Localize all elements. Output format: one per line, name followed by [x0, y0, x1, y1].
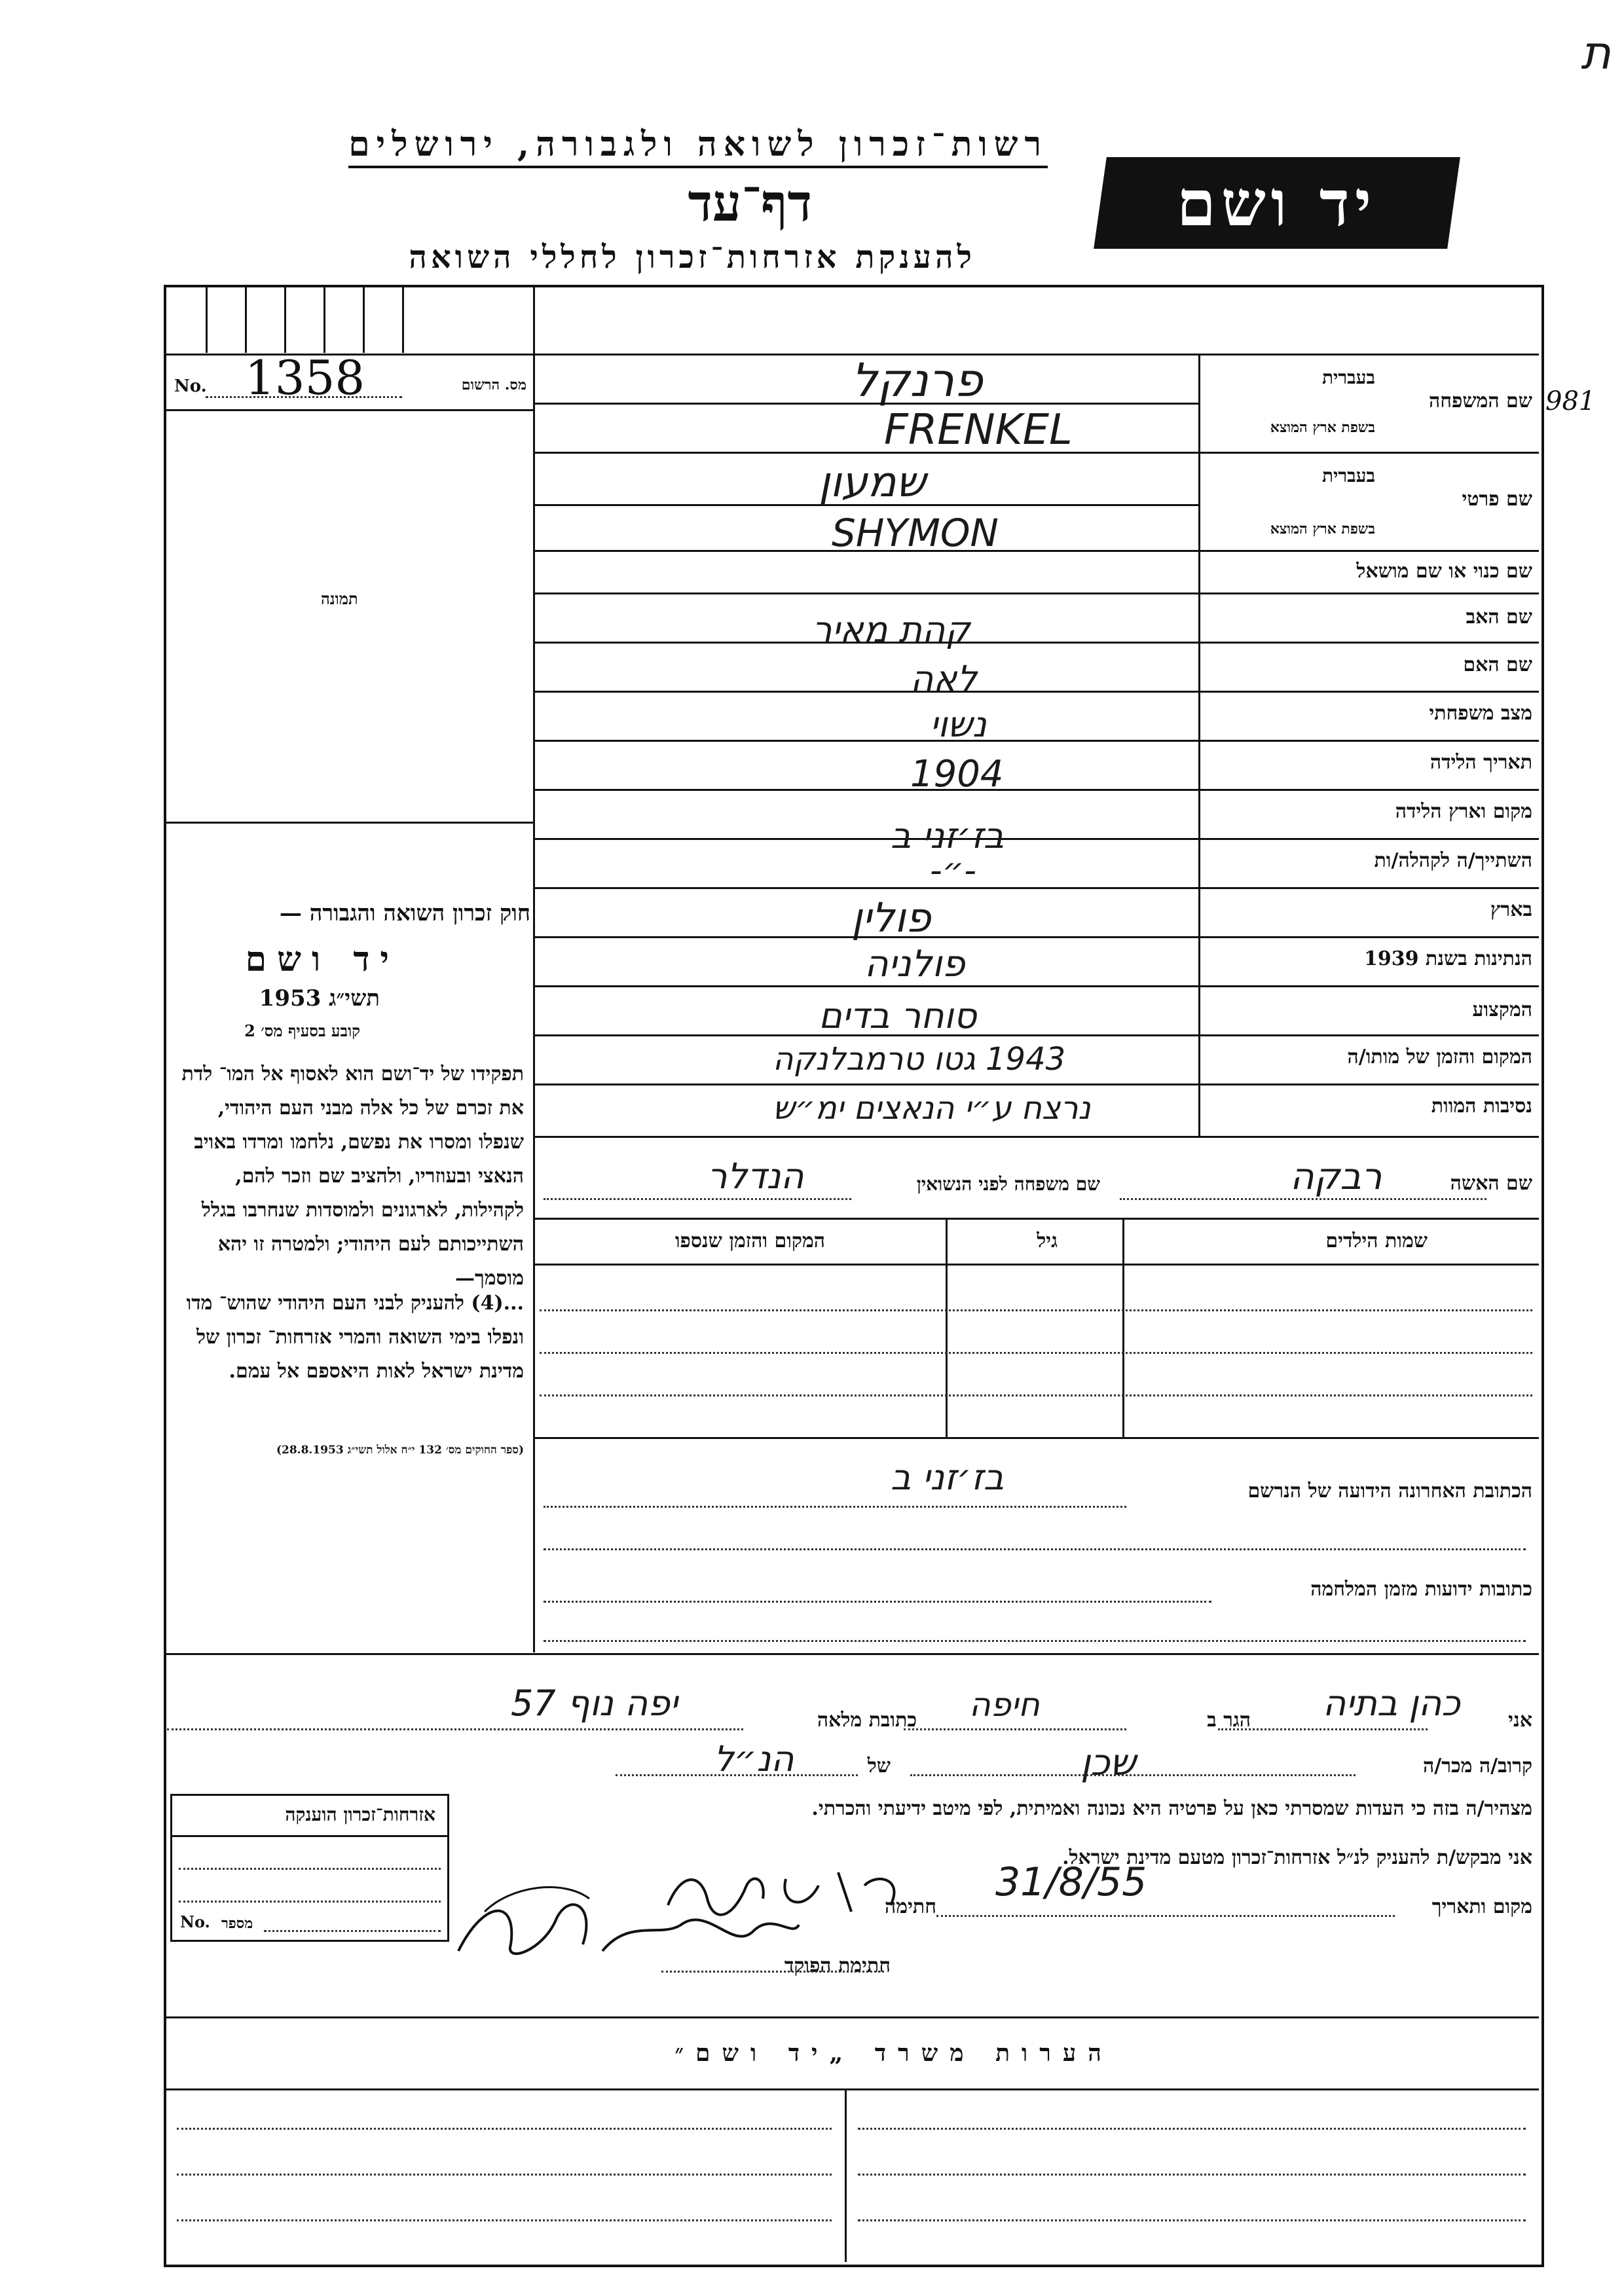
last-address-label: הכתובת האחרונה הידועה של הנרשם [1247, 1480, 1532, 1503]
community-label: השתייך/ה לקהלה/ות [1374, 849, 1532, 872]
signature-label: חתימה [885, 1895, 936, 1918]
cause-label: נסיבות המוות [1431, 1095, 1532, 1118]
full-address-field[interactable]: יפה נוף 57 [511, 1683, 678, 1724]
photo-label: תמונה [321, 589, 358, 608]
birthdate-label: תאריך הלידה [1430, 751, 1532, 774]
law-paragraph-1: תפקידו של יד־ושם הוא לאסוף אל המו־ לדת את זכרם של כל אלה מבני העם היהודי, שנפלו ומסרו את נפשם, נלחמו ומרדו באויב הנאצי ובעוזריו, ולהציב שם וזכר להם, לקהילות, לארגונים ולמוסדות שנחרבו בגלל השתייכותם לעם היהודי; ולמטרה זו יהא מוסמך— [181, 1063, 524, 1290]
children-table [533, 1218, 1539, 1437]
firstname-hebrew-tag: בעברית [1321, 465, 1375, 486]
firstname-label: שם פרטי [1462, 488, 1532, 511]
marital-label: מצב משפחתי [1429, 702, 1532, 725]
reg-number-field[interactable]: 1358 [245, 350, 365, 405]
official-signature-label: חתימת הפוקד [784, 1954, 891, 1977]
firstname-origin-field[interactable]: SHYMON [832, 511, 999, 555]
war-addresses-label: כתובות ידועות מזמן המלחמה [1310, 1578, 1532, 1601]
surname-origin-tag: בשפת ארץ המוצא [1270, 419, 1375, 436]
death-label: המקום והזמן של מותו/ה [1347, 1046, 1532, 1068]
yad-vashem-logo: יד ושם [1094, 157, 1460, 249]
children-col-place-time: המקום והזמן שנספו [674, 1230, 825, 1252]
birthplace-label: מקום וארץ הלידה [1395, 800, 1532, 823]
office-remarks-line [177, 2219, 832, 2221]
mother-label: שם האם [1463, 653, 1532, 676]
declarant-i-label: אני [1508, 1709, 1532, 1732]
country-label: בארץ [1490, 898, 1532, 921]
firstname-hebrew-field[interactable]: שמעון [819, 458, 926, 507]
of-field[interactable]: הנ״ל [714, 1738, 794, 1779]
office-remarks-line [858, 2174, 1526, 2176]
office-remarks-line [177, 2174, 832, 2176]
children-col-age: גיל [1037, 1230, 1058, 1252]
citizenship-box-no-label: No. [180, 1912, 210, 1931]
citizenship-1939-label: הנתינות בשנת 1939 [1363, 947, 1532, 970]
surname-hebrew-field[interactable]: פרנקל [851, 354, 983, 407]
maiden-field[interactable]: הנדלר [707, 1156, 804, 1197]
full-address-label: כתובת מלאה [817, 1709, 917, 1732]
birthdate-field[interactable]: 1904 [910, 753, 1004, 795]
declarant-name-field[interactable]: כהן בתיה [1323, 1683, 1460, 1724]
father-field[interactable]: קהת מאיר [812, 609, 970, 650]
relative-label: קרוב/ה מכר/ה [1423, 1755, 1532, 1777]
firstname-origin-tag: בשפת ארץ המוצא [1270, 520, 1375, 538]
last-address-field[interactable]: בז׳זני ב [891, 1457, 1005, 1498]
citizenship-box-number-label: מספר [221, 1915, 253, 1932]
place-date-label: מקום ותאריך [1431, 1895, 1532, 1918]
law-citation: (ספר החוקים מס׳ 132 י״ח אלול תשי״ג 28.8.1953) [276, 1444, 524, 1457]
office-remarks-line [858, 2219, 1526, 2221]
law-clause: קובע בסעיף מס׳ 2 [244, 1021, 360, 1040]
birthplace-field[interactable]: בז׳זני ב [891, 815, 1005, 856]
column-divider [533, 287, 535, 1652]
law-title: חוק זכרון השואה והגבורה — [279, 900, 530, 926]
relative-field[interactable]: שכן [1080, 1741, 1136, 1784]
profession-field[interactable]: סוחר בדים [819, 995, 977, 1036]
resides-field[interactable]: חיפה [969, 1686, 1040, 1724]
of-label: של [867, 1755, 891, 1777]
punch-strip [166, 287, 533, 353]
surname-hebrew-tag: בעברית [1321, 367, 1375, 388]
nickname-label: שם כנוי או שם מושאל [1356, 560, 1532, 583]
community-field[interactable]: -״- [930, 851, 977, 890]
office-remarks-line [177, 2128, 832, 2130]
citizenship-box-title: אזרחות־זכרון הוענקה [285, 1804, 435, 1825]
corner-handwritten-mark: ת [1580, 26, 1611, 80]
citizenship-granted-box [170, 1794, 449, 1942]
law-year: תשי״ג 1953 [259, 985, 380, 1011]
office-remarks-line [858, 2128, 1526, 2130]
resides-label: הגר ב [1207, 1709, 1251, 1732]
law-paragraph-2: ...(4) להעניק לבני העם היהודי שהוש־ מדו ונפלו בימי השואה והמרי אזרחות־ זכרון של מדינת ישראל לאות היאספם אל עמם. [186, 1292, 524, 1383]
surname-origin-field[interactable]: FRENKEL [884, 406, 1073, 454]
office-remarks-title: הערות משרד „יד ושם״ [674, 2039, 1113, 2067]
official-signature [445, 1872, 812, 1977]
margin-note: 981 [1545, 386, 1596, 416]
father-label: שם האב [1466, 606, 1532, 629]
date-field[interactable]: 31/8/55 [995, 1859, 1147, 1905]
cause-field[interactable]: נרצח ע״י הנאצים ימ״ש [773, 1090, 1091, 1127]
form-title: דף־עד [688, 173, 812, 233]
country-field[interactable]: פולין [851, 894, 931, 941]
form-subtitle: להענקת אזרחות־זכרון לחללי השואה [409, 239, 976, 276]
wife-field[interactable]: רבקה [1290, 1156, 1382, 1198]
institution-title: רשות־זכרון לשואה ולגבורה, ירושלים [348, 124, 1048, 168]
maiden-label: שם משפחה לפני הנשואין [916, 1173, 1100, 1195]
request-text: אני מבקש/ת להעניק לנ״ל אזרחות־זכרון מטעם מדינת ישראל. [1062, 1846, 1532, 1869]
marital-field[interactable]: נשוי [930, 704, 987, 745]
children-col-names: שמות הילדים [1325, 1230, 1428, 1252]
surname-label: שם המשפחה [1428, 390, 1532, 412]
wife-label: שם האשה [1450, 1172, 1532, 1195]
reg-label: מס. הרשום [461, 376, 526, 393]
profession-label: המקצוע [1472, 998, 1532, 1021]
death-field[interactable]: 1943 גטו טרמבלנקה [773, 1041, 1066, 1078]
law-name: יד ושם [245, 939, 399, 979]
registration-row [166, 350, 533, 409]
declaration-text: מצהיר/ה בזה כי העדות שמסרתי כאן על פרטיה היא נכונה ואמיתית, לפי מיטב ידיעתי והכרתי. [811, 1797, 1532, 1820]
citizenship-1939-field[interactable]: פולניה [864, 943, 965, 985]
reg-no-label: No. [174, 376, 207, 396]
mother-field[interactable]: לאה [910, 658, 978, 699]
